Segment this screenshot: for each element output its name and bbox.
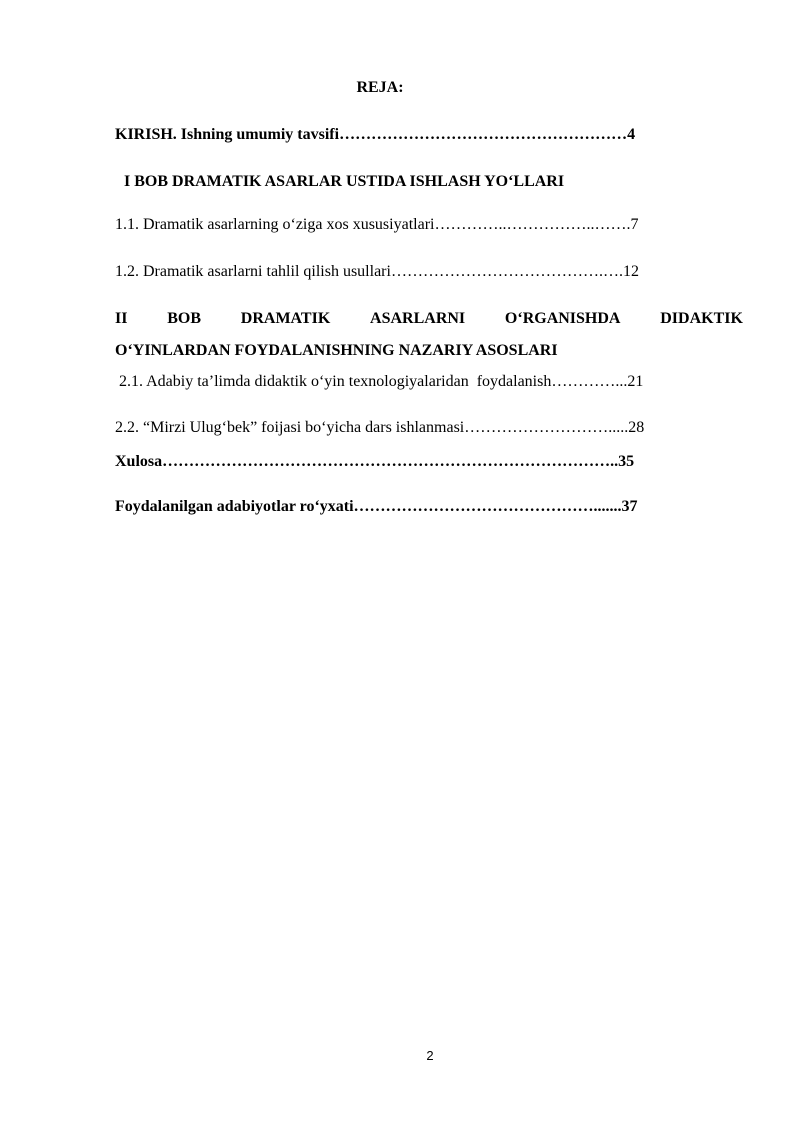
toc-entry-2-1: 2.1. Adabiy ta’limda didaktik o‘yin texnologiyalaridan foydalanish…………...21: [115, 373, 644, 390]
heading-word: ASARLARNI: [370, 310, 466, 327]
toc-chapter-2-heading: [115, 309, 743, 329]
heading-word: O‘RGANISHDA: [504, 310, 621, 327]
toc-chapter-1-heading: I BOB DRAMATIK ASARLAR USTIDA ISHLASH YO‘LLARI: [124, 173, 565, 190]
toc-entry-2-2: 2.2. “Mirzi Ulug‘bek” foijasi bo‘yicha dars ishlanmasi……………………….....28: [115, 419, 645, 436]
toc-entry-1-1: 1.1. Dramatik asarlarning o‘ziga xos xususiyatlari…………..……………..…….7: [115, 216, 639, 233]
page-title: REJA:: [356, 79, 404, 96]
heading-word: DRAMATIK: [240, 310, 331, 327]
heading-word: DIDAKTIK: [660, 310, 743, 327]
heading-word: BOB: [167, 310, 202, 327]
heading-word: II: [115, 310, 128, 327]
toc-entry-bibliography: Foydalanilgan adabiyotlar ro‘yxati……………………………………….......37: [115, 498, 638, 515]
toc-entry-xulosa: Xulosa…………………………………………………………………………..35: [115, 453, 635, 470]
page-number: 2: [426, 1048, 434, 1063]
toc-entry-1-2: 1.2. Dramatik asarlarni tahlil qilish usullari………………………………….….12: [115, 263, 639, 280]
toc-chapter-2-heading-continuation: O‘YINLARDAN FOYDALANISHNING NAZARIY ASOSLARI: [115, 342, 558, 359]
toc-entry-kirish: KIRISH. Ishning umumiy tavsifi………………………………………………4: [115, 126, 636, 143]
